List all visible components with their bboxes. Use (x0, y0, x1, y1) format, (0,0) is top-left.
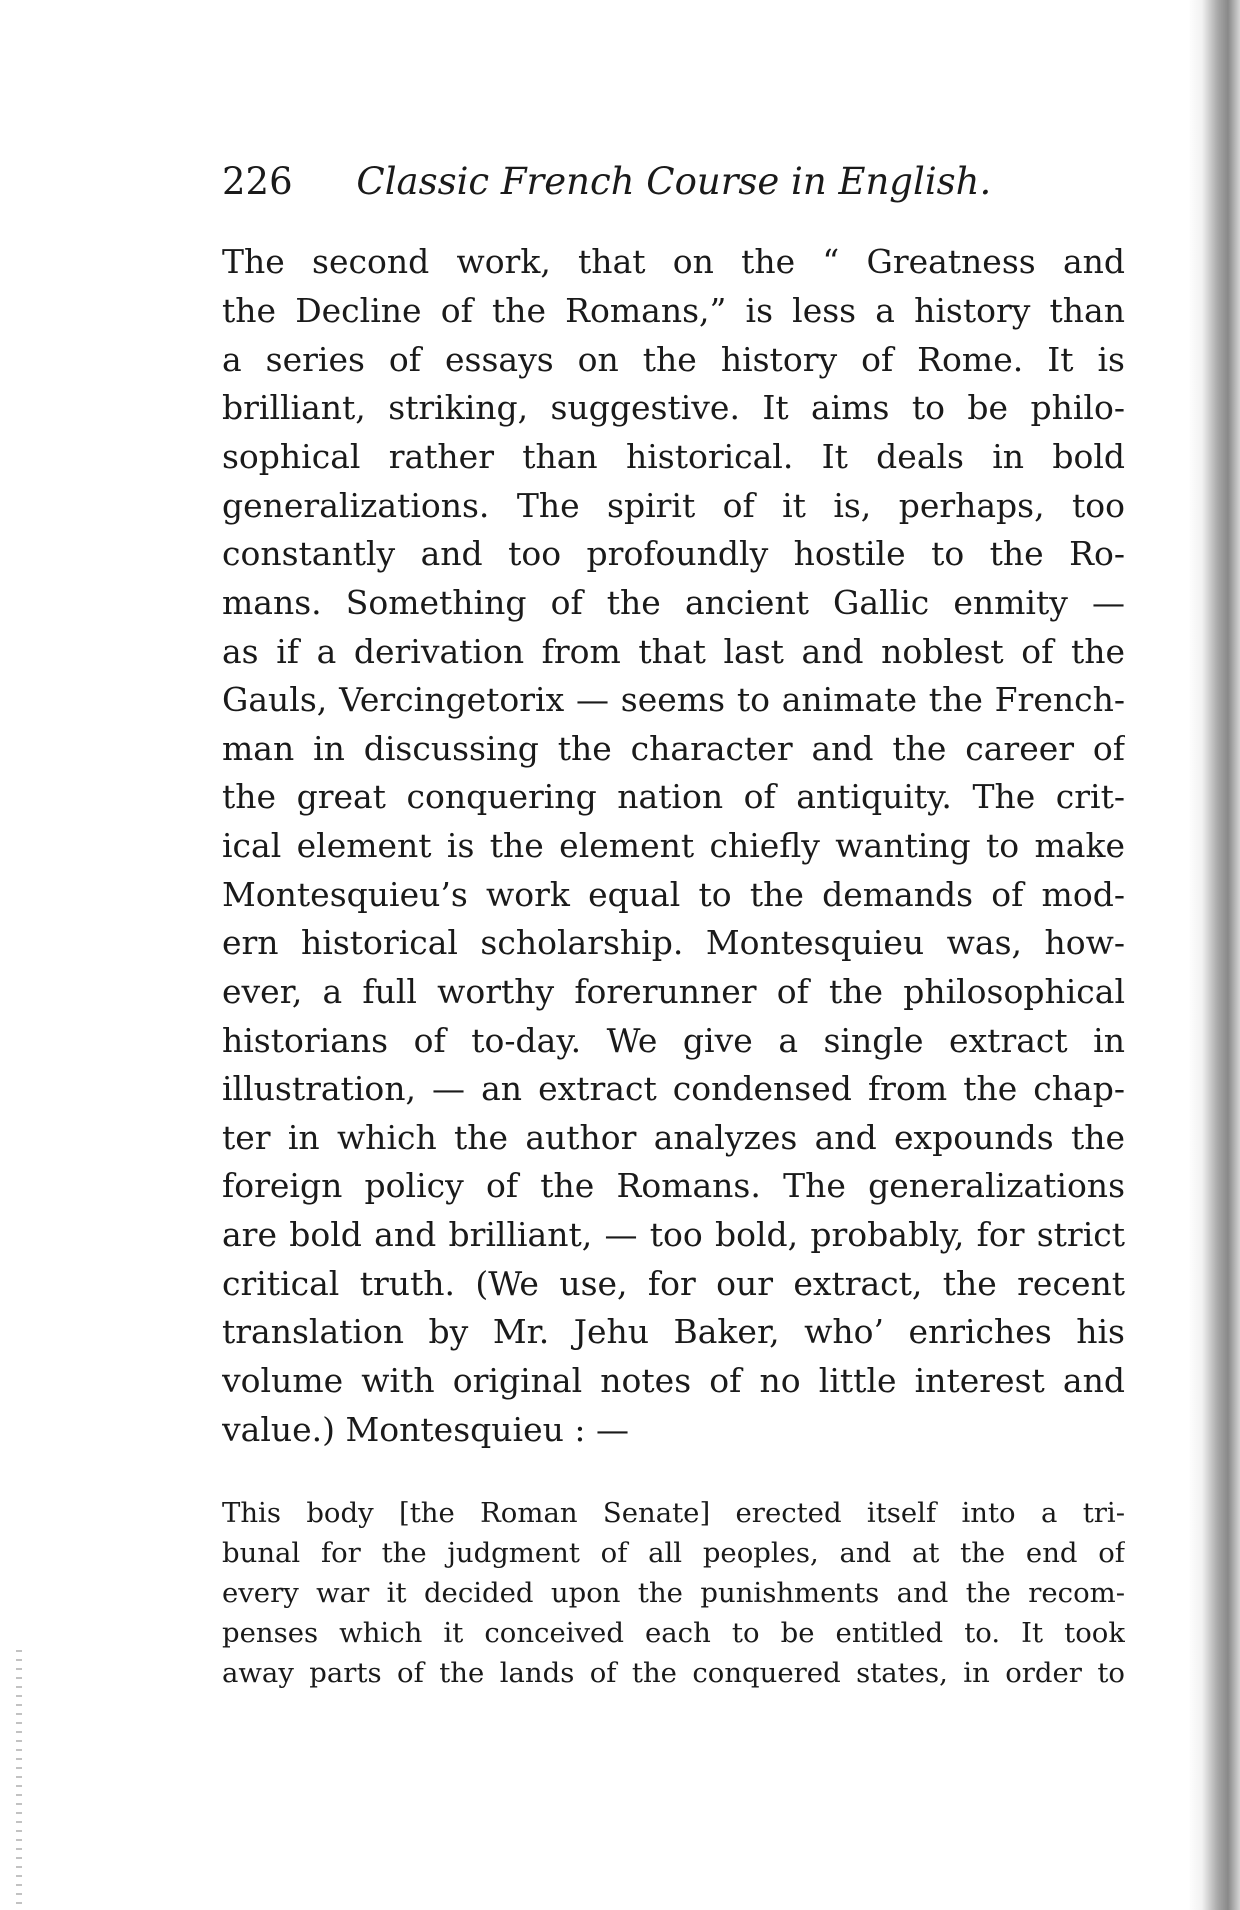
body-line: the great conquering nation of antiquity. The crit- (222, 777, 1125, 816)
body-line: Montesquieu’s work equal to the demands of mod- (222, 875, 1125, 914)
body-line: ern historical scholarship. Montesquieu was, how- (222, 923, 1125, 962)
body-line: are bold and brilliant, — too bold, probably, for strict (222, 1215, 1125, 1254)
body-line: generalizations. The spirit of it is, perhaps, too (222, 486, 1125, 525)
body-line: brilliant, striking, suggestive. It aims to be philo- (222, 388, 1125, 427)
body-line: The second work, that on the “ Greatness and (222, 242, 1125, 281)
body-line: ter in which the author analyzes and expounds the (222, 1118, 1125, 1157)
body-line: ever, a full worthy forerunner of the philosophical (222, 972, 1125, 1011)
quote-line: bunal for the judgment of all peoples, and at the end of (222, 1537, 1125, 1569)
body-line: mans. Something of the ancient Gallic enmity — (222, 583, 1125, 622)
body-line: man in discussing the character and the career of (222, 729, 1125, 768)
body-line: sophical rather than historical. It deals in bold (222, 437, 1125, 476)
body-line: historians of to-day. We give a single extract in (222, 1021, 1125, 1060)
body-line: translation by Mr. Jehu Baker, who’ enriches his (222, 1312, 1125, 1351)
body-line: a series of essays on the history of Rome. It is (222, 340, 1125, 379)
body-line: foreign policy of the Romans. The generalizations (222, 1166, 1125, 1205)
body-line: as if a derivation from that last and noblest of the (222, 632, 1125, 671)
quote-line: This body [the Roman Senate] erected itself into a tri- (222, 1497, 1125, 1529)
body-line: illustration, — an extract condensed from the chap- (222, 1069, 1125, 1108)
body-line: ical element is the element chiefly wanting to make (222, 826, 1125, 865)
body-line: Gauls, Vercingetorix — seems to animate the French- (222, 680, 1125, 719)
quote-line: every war it decided upon the punishments and the recom- (222, 1577, 1125, 1609)
body-line: value.) Montesquieu : — (222, 1410, 629, 1449)
page-number: 226 (222, 160, 293, 203)
scan-margin-marks (16, 1650, 22, 1910)
quote-line: away parts of the lands of the conquered states, in order to (222, 1657, 1125, 1689)
quote-line: penses which it conceived each to be entitled to. It took (222, 1617, 1125, 1649)
body-line: constantly and too profoundly hostile to the Ro- (222, 534, 1125, 573)
running-title: Classic French Course in English. (356, 160, 992, 203)
body-line: the Decline of the Romans,” is less a history than (222, 291, 1125, 330)
body-line: volume with original notes of no little interest and (222, 1361, 1125, 1400)
body-line: critical truth. (We use, for our extract, the recent (222, 1264, 1125, 1303)
page-edge-shadow (1188, 0, 1240, 1910)
running-head (222, 160, 991, 204)
